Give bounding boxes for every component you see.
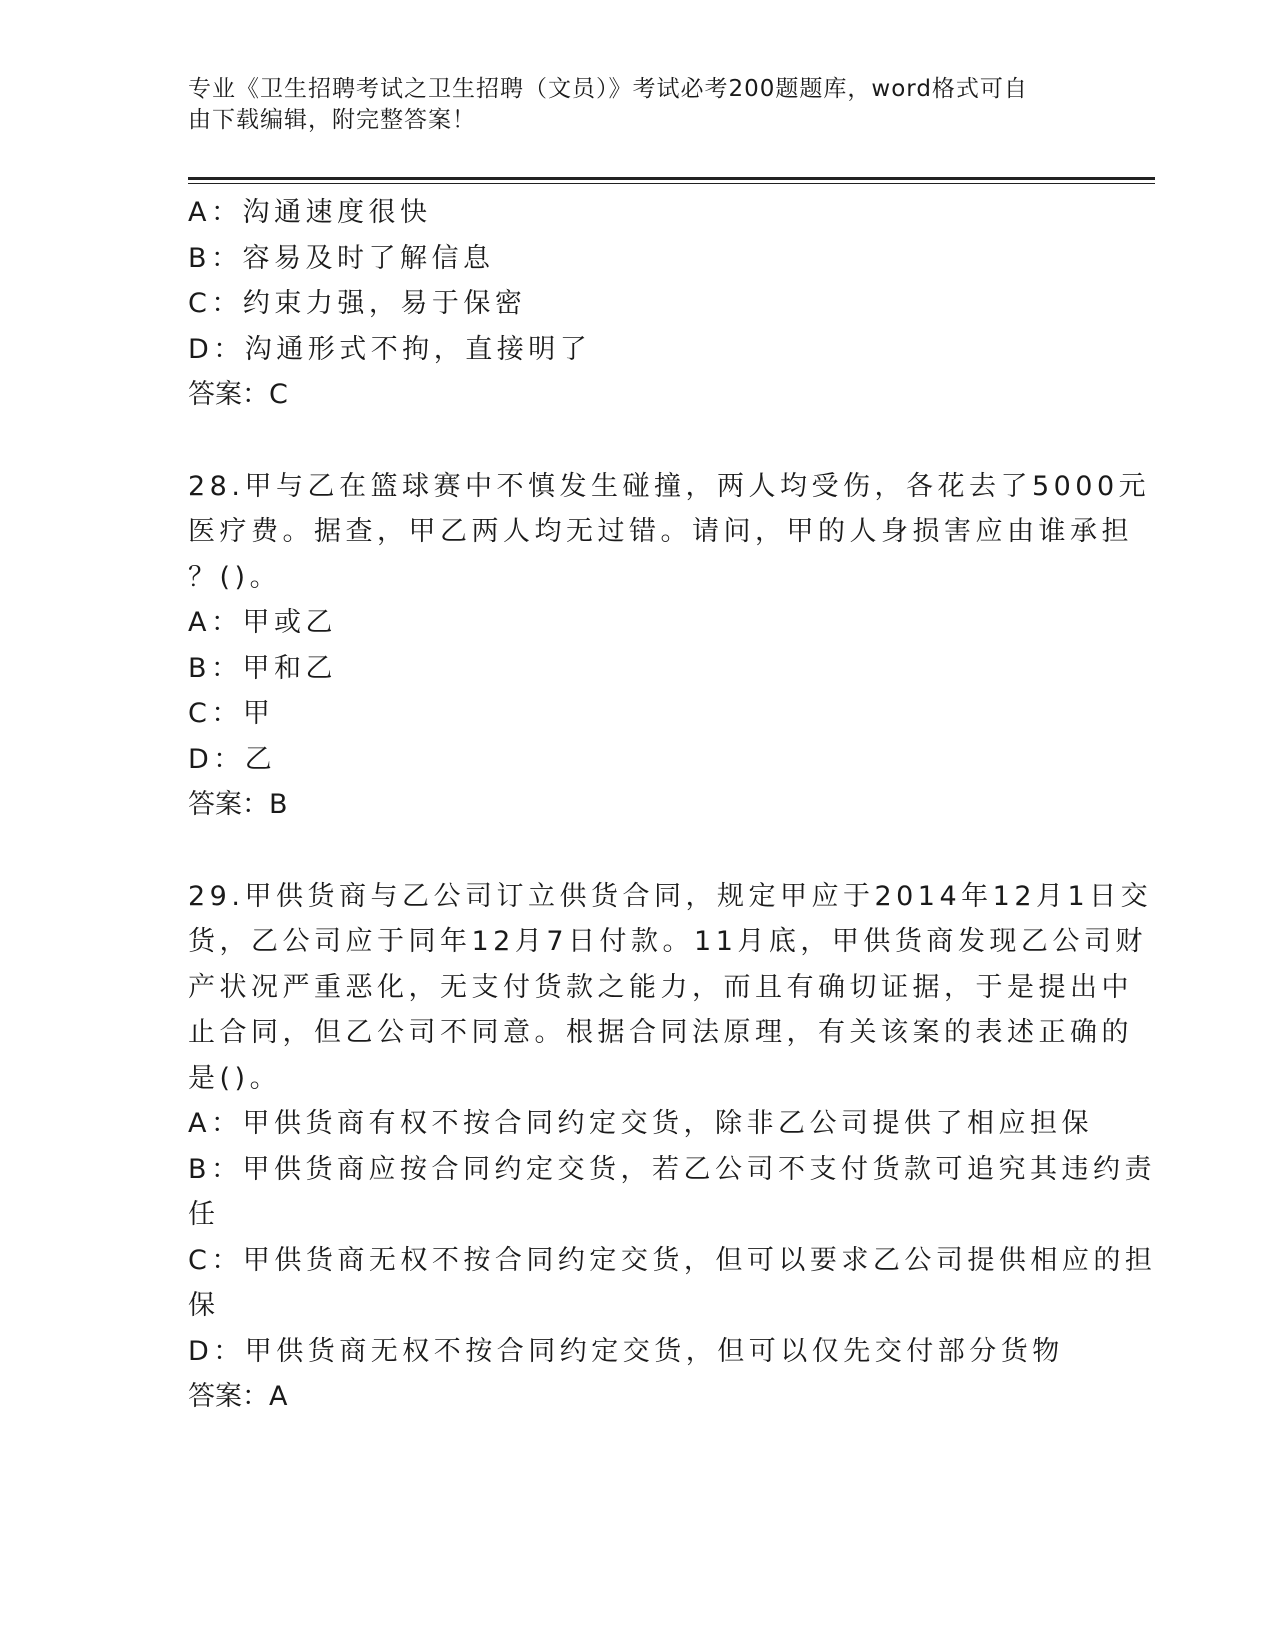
header-line-1: 专业《卫生招聘考试之卫生招聘（文员）》考试必考200题题库，word格式可自 (188, 76, 1028, 102)
option-c: C：约束力强，易于保密 (188, 288, 527, 319)
header-divider-thin (188, 183, 1155, 184)
option-b: B：容易及时了解信息 (188, 242, 495, 274)
question-27 (188, 190, 1088, 418)
question-stem-line: 医疗费。据查，甲乙两人均无过错。请问，甲的人身损害应由谁承担 (188, 516, 1133, 547)
spacer (188, 828, 1088, 874)
question-content (188, 190, 1157, 1420)
header-divider-thick (188, 177, 1155, 180)
option-a: A：甲供货商有权不按合同约定交货，除非乙公司提供了相应担保 (188, 1108, 1093, 1139)
option-d: D：沟通形式不拘，直接明了 (188, 333, 592, 365)
option-a: A：沟通速度很快 (188, 197, 432, 228)
option-d: D：乙 (188, 743, 277, 775)
header-line-2: 由下载编辑，附完整答案！ (188, 107, 476, 133)
option-c: C：甲供货商无权不按合同约定交货，但可以要求乙公司提供相应的担 (188, 1244, 1157, 1276)
question-stem-line: 产状况严重恶化，无支付货款之能力，而且有确切证据，于是提出中 (188, 971, 1133, 1003)
answer: 答案：C (188, 379, 288, 410)
question-stem-line: 是()。 (188, 1062, 282, 1094)
question-stem-line: ？()。 (188, 561, 282, 593)
option-c: C：甲 (188, 698, 275, 729)
option-c-continued: 保 (188, 1290, 220, 1321)
spacer (188, 418, 1088, 464)
question-stem-line: 止合同，但乙公司不同意。根据合同法原理，有关该案的表述正确的 (188, 1017, 1133, 1048)
question-stem-line: 29.甲供货商与乙公司订立供货合同，规定甲应于2014年12月1日交 (188, 880, 1153, 912)
answer: 答案：B (188, 789, 288, 820)
option-b: B：甲供货商应按合同约定交货，若乙公司不支付货款可追究其违约责 (188, 1153, 1157, 1185)
option-d: D：甲供货商无权不按合同约定交货，但可以仅先交付部分货物 (188, 1335, 1064, 1367)
question-29 (188, 874, 1157, 1420)
question-stem-line: 28.甲与乙在篮球赛中不慎发生碰撞，两人均受伤，各花去了5000元 (188, 470, 1151, 502)
question-28 (188, 464, 1151, 828)
option-b-continued: 任 (188, 1199, 220, 1230)
option-b: B：甲和乙 (188, 652, 338, 684)
document-header (188, 74, 1068, 136)
option-a: A：甲或乙 (188, 607, 337, 638)
answer: 答案：A (188, 1381, 288, 1412)
question-stem-line: 货，乙公司应于同年12月7日付款。11月底，甲供货商发现乙公司财 (188, 926, 1147, 957)
